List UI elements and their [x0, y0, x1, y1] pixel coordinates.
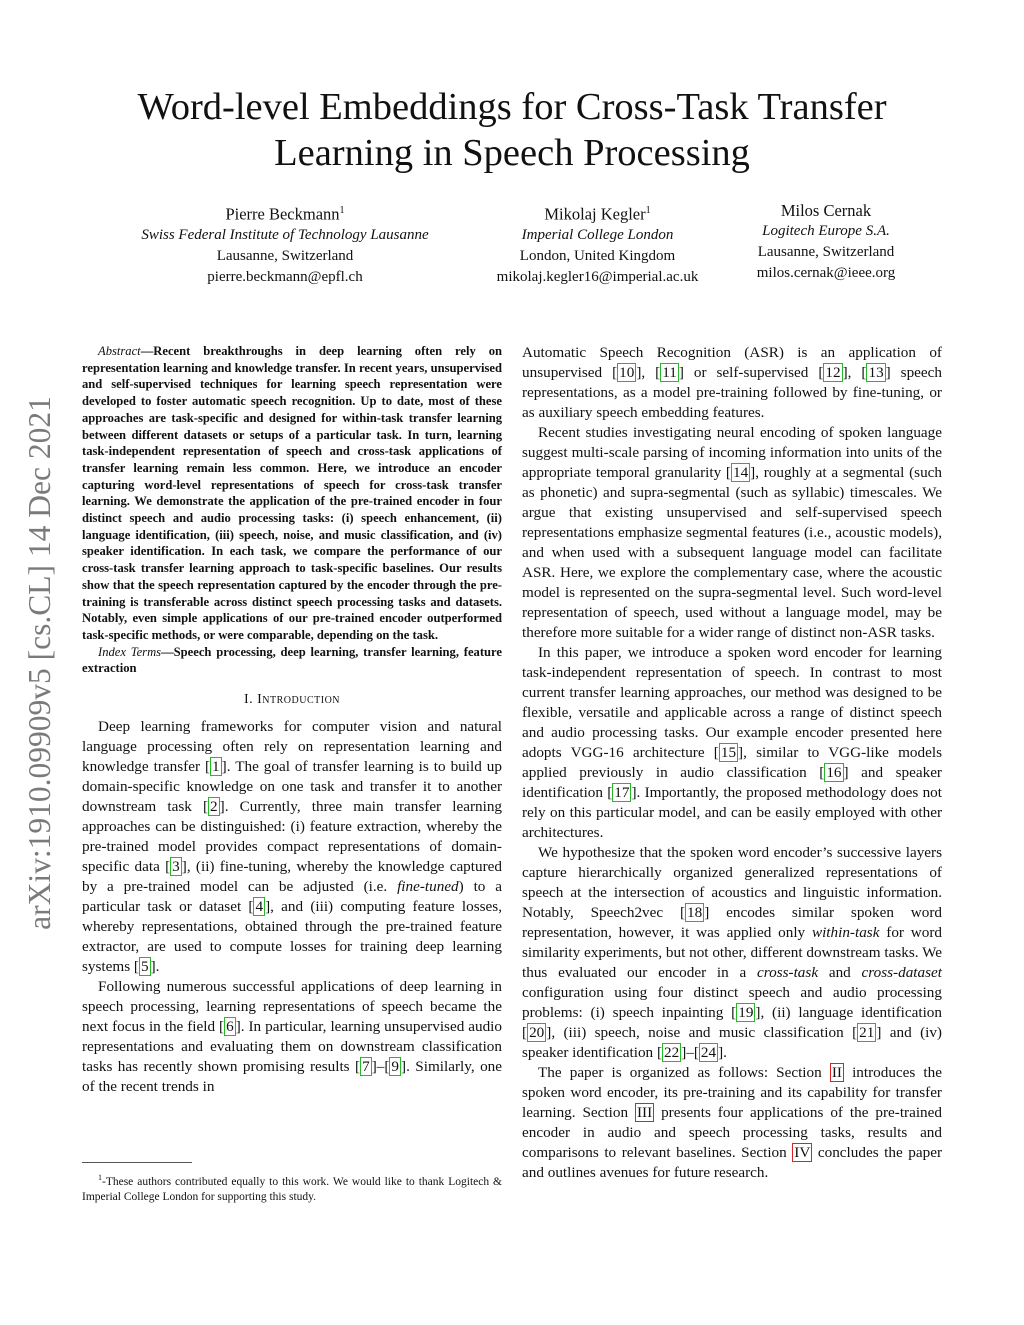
- arxiv-identifier-stamp: arXiv:1910.09909v5 [cs.CL] 14 Dec 2021: [22, 396, 57, 930]
- citation-link[interactable]: 2: [210, 798, 218, 816]
- left-column: [82, 343, 502, 1097]
- citation-link[interactable]: 3: [172, 858, 180, 876]
- citation-link[interactable]: 10: [619, 364, 635, 381]
- author-email[interactable]: pierre.beckmann@epfl.ch: [207, 268, 363, 285]
- citation-link[interactable]: 4: [255, 898, 264, 916]
- intro-paragraph-3: Automatic Speech Recognition (ASR) is an application of unsupervised [ 10 ], [ 11 ] or self-supervised [ 12 ], [ 13 ] speech representations, as a model pre-training followed by fine-tuning, or as auxiliary speech embedding features.: [522, 344, 943, 421]
- author-affiliation: Imperial College London: [521, 226, 674, 243]
- citation-link[interactable]: 17: [614, 784, 630, 801]
- index-terms: [82, 644, 502, 677]
- intro-paragraph-1: Deep learning frameworks for computer vision and natural language processing often rely on representation learning and knowledge transfer [ 1 ]. The goal of transfer learning is to build up domain-specific knowledge on one task and transfer it to another downstream task [ 2 ]. Currently, three main transfer learning approaches can be distinguished: (i) feature extraction, whereby the pre-trained model provides compact representations of domain-specific data [ 3 ], (ii) fine-tuning, whereby the knowledge captured by a pre-trained model can be adjusted (i.e. fine-tuned) to a particular task or dataset [ 4 ], and (iii) computing feature losses, whereby representations, obtained through the pre-trained feature extractor, are used to compute losses for training deep learning systems [ 5 ].: [82, 718, 503, 976]
- abstract: [82, 343, 502, 644]
- intro-paragraph-6: We hypothesize that the spoken word encoder’s successive layers capture hierarchically organized generalized representations of speech at the intersection of acoustics and linguistic information. Notably, Speech2vec [ 18 ] encodes similar spoken word representation, however, it was applied only within-task for word similarity experiments, but not other, different downstream tasks. We thus evaluated our encoder in a cross-task and cross-dataset configuration using four distinct speech and audio processing problems: (i) speech inpainting [ 19 ], (ii) language identification [ 20 ], (iii) speech, noise and music classification [ 21 ] and (iv) speaker identification [ 22 ]–[ 24 ].: [522, 844, 943, 1061]
- index-terms-text: —Speech processing, deep learning, transfer learning, feature extraction: [82, 644, 502, 676]
- footnote-rule: [82, 1162, 192, 1163]
- section-link[interactable]: II: [831, 1064, 842, 1081]
- citation-link[interactable]: 6: [226, 1018, 234, 1036]
- intro-paragraph-5: In this paper, we introduce a spoken word encoder for learning task-independent representation of speech. In contrast to most current transfer learning approaches, our method was designed to be flexible, versatile and applicable across a range of distinct speech and audio processing tasks. Our example encoder presented here adopts VGG-16 architecture [ 15 ], similar to VGG-like models applied previously in audio classification [ 16 ] and speaker identification [ 17 ]. Importantly, the proposed methodology does not rely on this particular model, and can be easily employed with other architectures.: [522, 644, 942, 841]
- citation-link[interactable]: 16: [826, 764, 842, 781]
- section-link[interactable]: III: [636, 1104, 653, 1121]
- citation-link[interactable]: 1: [212, 758, 220, 776]
- index-terms-label: Index Terms: [98, 644, 162, 659]
- section-link[interactable]: IV: [794, 1144, 811, 1161]
- intro-paragraph-2: Following numerous successful applications of deep learning in speech processing, learning representations of speech became the next focus in the field [ 6 ]. In particular, learning unsupervised audio representations and evaluating them on downstream classification tasks has recently shown promising results [ 7 ]–[ 9 ]. Similarly, one of the recent trends in: [82, 978, 502, 1096]
- author-affiliation: Swiss Federal Institute of Technology Lausanne: [141, 226, 429, 243]
- author-1: [100, 200, 470, 288]
- citation-link[interactable]: 5: [140, 958, 149, 976]
- intro-paragraph-7: The paper is organized as follows: Section II introduces the spoken word encoder, its pre-training and its capability for transfer learning. Section III presents four applications of the pre-trained encoder in audio and speech processing tasks, results and comparisons to relevant baselines. Section IV concludes the paper and outlines avenues for future research.: [522, 1064, 943, 1181]
- author-2: [470, 200, 725, 288]
- citation-link[interactable]: 18: [687, 904, 703, 921]
- abstract-label: Abstract: [98, 344, 141, 358]
- citation-link[interactable]: 7: [362, 1058, 370, 1076]
- citation-link[interactable]: 13: [868, 364, 884, 381]
- footnote: $^1$-These authors contributed equally to this work. We would like to thank Logitech & Imperial College London for supporting this study.: [82, 1173, 502, 1203]
- author-block: [0, 200, 1024, 290]
- citation-link[interactable]: 21: [859, 1024, 875, 1041]
- abstract-text: —Recent breakthroughs in deep learning often rely on representation learning and knowledge transfer. In recent years, unsupervised and self-supervised techniques for learning speech representation were developed to foster automatic speech recognition. Up to date, most of these approaches are task-specific and designed for within-task transfer learning between different datasets or setups of a particular task. In turn, learning task-independent representation of speech and cross-task applications of transfer learning remain less common. Here, we introduce an encoder capturing word-level representations of speech for cross-task transfer learning. We demonstrate the application of the pre-trained encoder in four distinct speech and audio processing tasks: (i) speech enhancement, (ii) language identification, (iii) speech, noise, and music classification, and (iv) speaker identification. In each task, we compare the performance of our cross-task transfer learning approach to task-specific baselines. Our results show that the speech representation captured by the encoder through the pre-training is transferable across distinct speech processing tasks and datasets. Notably, even simple applications of our pre-trained encoder outperformed task-specific methods, or were comparable, depending on the task.: [82, 344, 502, 642]
- citation-link[interactable]: 9: [391, 1058, 399, 1076]
- citation-link[interactable]: 24: [700, 1044, 717, 1061]
- author-affiliation: Logitech Europe S.A.: [762, 223, 890, 239]
- intro-paragraph-4: Recent studies investigating neural encoding of spoken language suggest multi-scale parsing of incoming information into units of the appropriate temporal granularity [ 14 ], roughly at a segmental (such as phonetic) and supra-segmental (such as syllabic) timescales. We argue that existing unsupervised and self-supervised speech representations emphasize segmental features (i.e., acoustic models), and when used with a subsequent language model can facilitate ASR. Here, we explore the complementary case, where the acoustic model is represented on the supra-segmental level. Such word-level representation of speech, used without a language model, may be therefore more suitable for a wider range of distinct non-ASR tasks.: [522, 424, 942, 641]
- citation-link[interactable]: 19: [738, 1004, 754, 1021]
- section-heading-introduction: I. Introduction: [243, 692, 341, 708]
- author-name: Pierre Beckmann$^1$: [225, 204, 345, 224]
- author-location: Lausanne, Switzerland: [757, 244, 895, 260]
- author-3: [726, 200, 926, 284]
- author-location: London, United Kingdom: [519, 247, 676, 264]
- citation-link[interactable]: 12: [825, 364, 841, 381]
- author-email[interactable]: milos.cernak@ieee.org: [756, 265, 896, 281]
- citation-link[interactable]: 11: [662, 364, 677, 381]
- right-column: [522, 343, 942, 1183]
- author-name: Mikolaj Kegler$^1$: [544, 204, 651, 224]
- author-email[interactable]: mikolaj.kegler16@imperial.ac.uk: [496, 268, 699, 285]
- paper-title: Word-level Embeddings for Cross-Task Transfer Learning in Speech Processing: [137, 86, 887, 174]
- author-location: Lausanne, Switzerland: [216, 247, 354, 264]
- citation-link[interactable]: 22: [664, 1044, 680, 1061]
- citation-link[interactable]: 20: [529, 1024, 545, 1041]
- author-name: Milos Cernak: [780, 201, 872, 220]
- citation-link[interactable]: 14: [732, 464, 749, 481]
- citation-link[interactable]: 15: [720, 744, 737, 761]
